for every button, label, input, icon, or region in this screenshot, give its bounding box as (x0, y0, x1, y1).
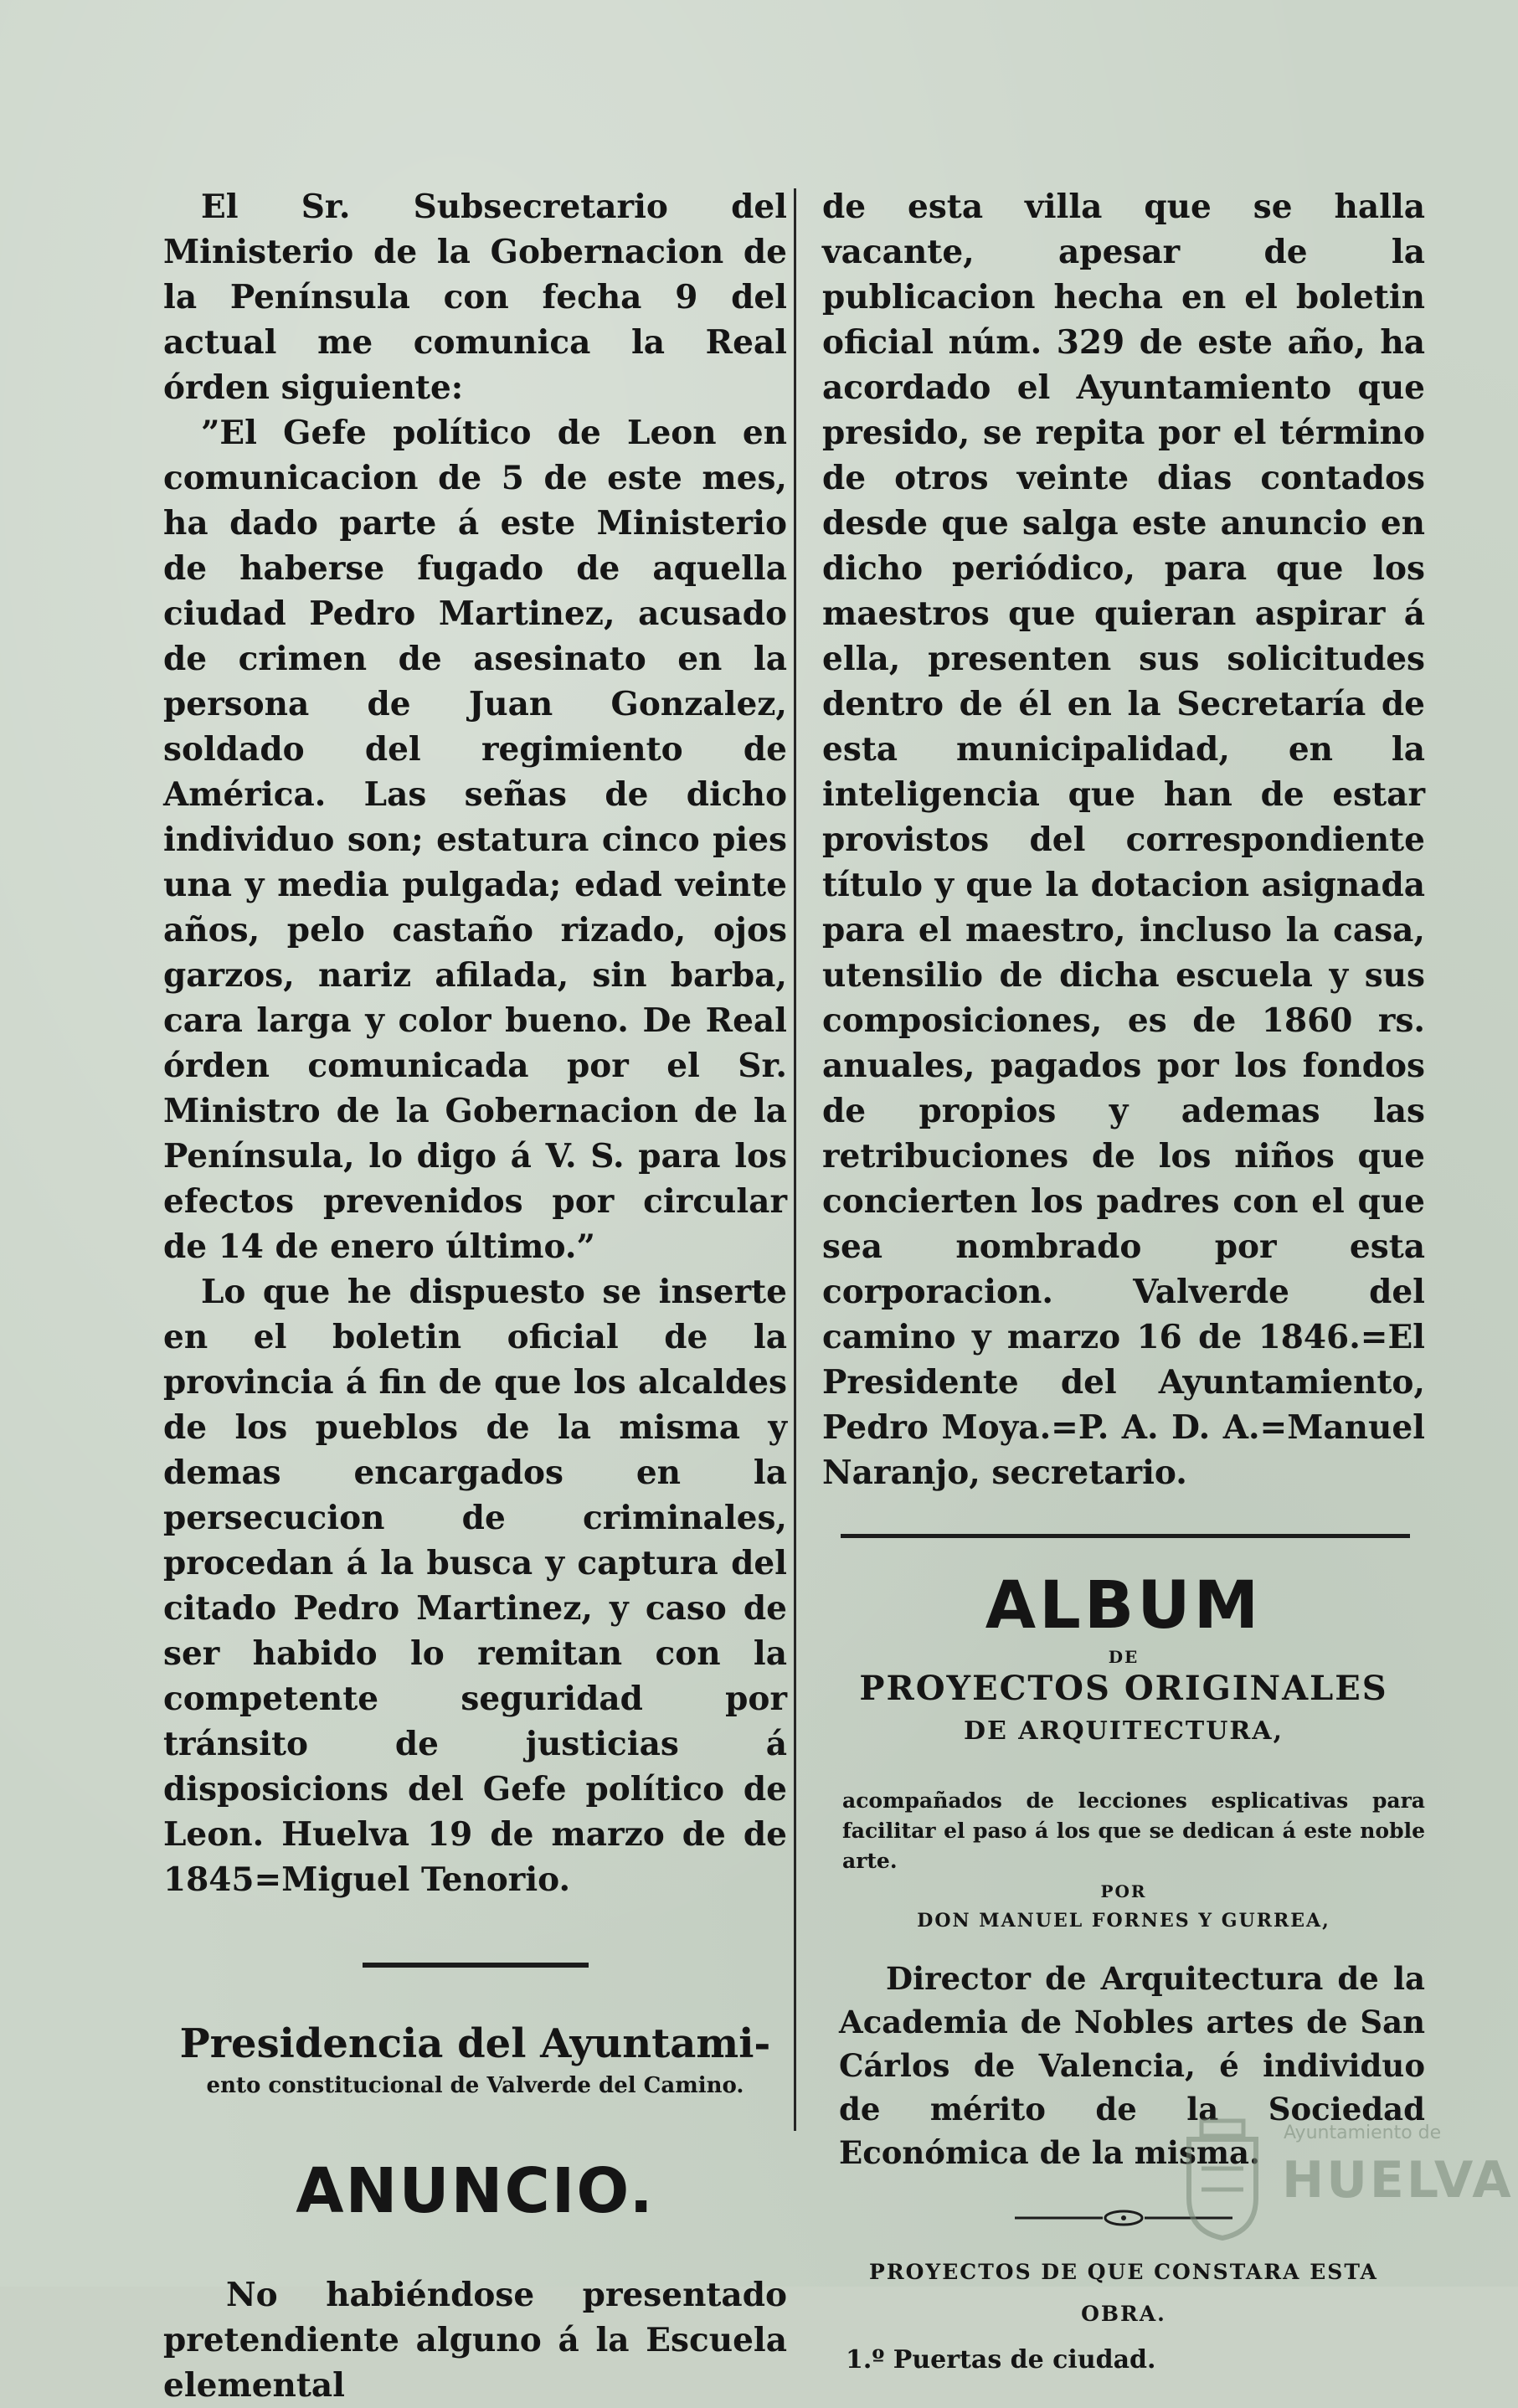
proyectos-heading: PROYECTOS DE QUE CONSTARA ESTA OBRA. (869, 2260, 1378, 2326)
album-por: POR (1100, 1881, 1147, 1901)
album-de: DE (1108, 1647, 1140, 1667)
section-divider (363, 1963, 589, 1968)
watermark-line2: HUELVA (1282, 2151, 1514, 2210)
list-item: 1.º Puertas de ciudad. (846, 2345, 1156, 2375)
right-column (822, 184, 1425, 2375)
paragraph-real-orden: ”El Gefe político de Leon en comunicacion de 5 de este mes, ha dado parte á este Ministerio de haberse fugado de aquella ciudad Pedro Martinez, acusado de crimen de asesinato en la persona de Juan Gonzalez, soldado del regimiento de América. Las señas de dicho individuo son; estatura cinco pies una y media pulgada; edad veinte años, pelo castaño rizado, ojos garzos, nariz afilada, sin barba, cara larga y color bueno. De Real órden comunicada por el Sr. Ministro de la Gobernacion de la Península, lo digo á V. S. para los efectos prevenidos por circular de 14 de enero último.” (163, 414, 787, 1266)
watermark-logo (1176, 2114, 1514, 2248)
watermark-line1: Ayuntamiento de (1284, 2122, 1442, 2143)
section-divider (841, 1534, 1410, 1538)
anuncio-heading: ANUNCIO. (296, 2155, 655, 2227)
album-subtitle-arquitectura: DE ARQUITECTURA, (963, 1716, 1284, 1746)
presidencia-subheading: ento constitucional de Valverde del Camino. (206, 2073, 744, 2098)
column-divider (794, 188, 796, 2131)
album-director: Director de Arquitectura de la Academia de Nobles artes de San Cárlos de Valencia, é individuo de mérito de la Sociedad Económica de la misma. (839, 1960, 1425, 2171)
album-author: DON MANUEL FORNES Y GURREA, (917, 1910, 1330, 1932)
left-column (163, 184, 787, 2408)
paragraph-dispuesto: Lo que he dispuesto se inserte en el boletin oficial de la provincia á fin de que los alcaldes de los pueblos de la misma y demas encargados en la persecucion de criminales, procedan á la busca y captura del citado Pedro Martinez, y caso de ser habido lo remitan con la competente seguridad por tránsito de justicias á disposicions del Gefe político de Leon. Huelva 19 de marzo de de 1845=Miguel Tenorio. (163, 1273, 787, 1899)
paragraph-subsecretario: El Sr. Subsecretario del Ministerio de la Gobernacion de la Península con fecha 9 del actual me comunica la Real órden siguiente: (163, 188, 787, 407)
presidencia-heading: Presidencia del Ayuntami- (179, 2020, 771, 2067)
album-subtitle-proyectos: PROYECTOS ORIGINALES (859, 1669, 1388, 1708)
shield-icon (1176, 2114, 1268, 2240)
anuncio-continuation: de esta villa que se halla vacante, apesar de la publicacion hecha en el boletin oficial núm. 329 de este año, ha acordado el Ayuntamiento que presido, se repita por el término de otros veinte dias contados desde que salga este anuncio en dicho periódico, para que los maestros que quieran aspirar á ella, presenten sus solicitudes dentro de él en la Secretaría de esta municipalidad, en la inteligencia que han de estar provistos del correspondiente título y que la dotacion asignada para el maestro, incluso la casa, utensilio de dicha escuela y sus composiciones, es de 1860 rs. anuales, pagados por los fondos de propios y ademas las retribuciones de los niños que concierten los padres con el que sea nombrado por esta corporacion. Valverde del camino y marzo 16 de 1846.=El Presidente del Ayuntamiento, Pedro Moya.=P. A. D. A.=Manuel Naranjo, secretario. (822, 188, 1425, 1492)
album-title: ALBUM (985, 1568, 1263, 1644)
album-description: acompañados de lecciones esplicativas para facilitar el paso á los que se dedican á este noble arte. (842, 1788, 1425, 1873)
anuncio-text: No habiéndose presentado pretendiente alguno á la Escuela elemental (163, 2276, 787, 2405)
